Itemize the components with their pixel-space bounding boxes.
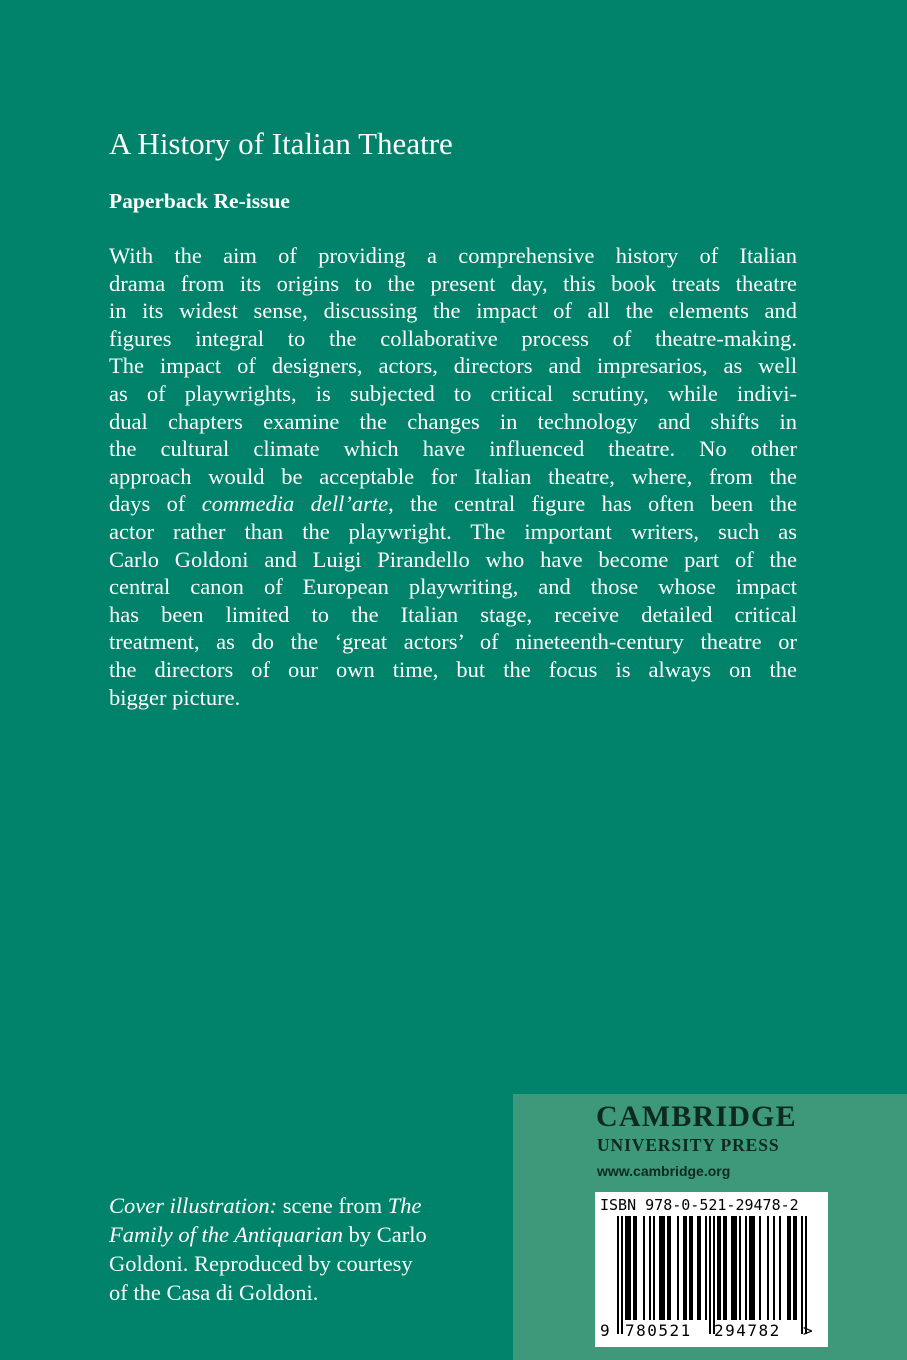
barcode-bar xyxy=(735,1216,737,1320)
publisher-panel xyxy=(513,1094,907,1360)
barcode-bar xyxy=(649,1216,651,1320)
credit-text: scene from xyxy=(277,1193,388,1218)
barcode-bar xyxy=(635,1216,637,1320)
barcode-bar xyxy=(699,1216,701,1320)
description-line: actor rather than the playwright. The important writers, such as xyxy=(109,518,797,544)
barcode-bar xyxy=(663,1216,665,1320)
description-line: central canon of European playwriting, and those whose impact xyxy=(109,574,797,600)
barcode-bar xyxy=(801,1216,803,1334)
barcode-end-mark: > xyxy=(803,1321,813,1340)
barcode-bar xyxy=(669,1216,671,1320)
description-line: as of playwrights, is subjected to critical scrutiny, while indivi- xyxy=(109,380,797,406)
description-line: the cultural climate which have influenced theatre. No other xyxy=(109,436,797,462)
publisher-url: www.cambridge.org xyxy=(597,1163,731,1179)
publisher-logo: CAMBRIDGE xyxy=(596,1100,797,1133)
cover-credit xyxy=(109,1191,427,1307)
barcode-bar xyxy=(697,1216,699,1320)
description-text: , the central figure has often been the xyxy=(388,491,797,517)
description-line: bigger picture. xyxy=(109,684,241,710)
barcode-bar xyxy=(739,1216,741,1320)
barcode-bar xyxy=(767,1216,769,1320)
barcode-bar xyxy=(733,1216,735,1320)
description-line: in its widest sense, discussing the impact of all the elements and xyxy=(109,298,797,324)
credit-line: of the Casa di Goldoni. xyxy=(109,1280,319,1305)
barcode-bar xyxy=(629,1216,631,1320)
barcode-bar xyxy=(731,1216,733,1320)
book-description xyxy=(109,242,797,711)
barcode-bar xyxy=(745,1216,747,1320)
barcode-bar xyxy=(617,1216,619,1334)
barcode-bar xyxy=(751,1216,753,1320)
barcode-bar xyxy=(683,1216,685,1320)
barcode-bar xyxy=(659,1216,661,1320)
barcode-digit-group: 294782 xyxy=(714,1321,781,1340)
barcode-bar xyxy=(709,1216,711,1334)
barcode-bar xyxy=(713,1216,715,1334)
description-line: figures integral to the collaborative process of theatre-making. xyxy=(109,325,797,351)
book-title: A History of Italian Theatre xyxy=(109,126,453,161)
credit-line: Goldoni. Reproduced by courtesy xyxy=(109,1251,413,1276)
credit-italic-text: The xyxy=(387,1193,422,1218)
barcode-bar xyxy=(759,1216,761,1320)
description-line: approach would be acceptable for Italian theatre, where, from the xyxy=(109,463,797,489)
barcode-bar xyxy=(691,1216,693,1320)
barcode-bar xyxy=(749,1216,751,1320)
barcode-bar xyxy=(643,1216,645,1320)
barcode-bar xyxy=(705,1216,707,1320)
barcode-bar xyxy=(627,1216,629,1320)
description-line xyxy=(109,490,797,518)
barcode-bar xyxy=(795,1216,797,1320)
barcode-bar xyxy=(773,1216,775,1320)
barcode-bar xyxy=(779,1216,781,1320)
description-line: has been limited to the Italian stage, receive detailed critical xyxy=(109,601,797,627)
description-italic-text: commedia dell’arte xyxy=(201,491,389,517)
barcode-bar xyxy=(719,1216,721,1320)
barcode-bar xyxy=(685,1216,687,1320)
credit-line xyxy=(109,1220,427,1249)
barcode-bar xyxy=(787,1216,789,1320)
description-line: the directors of our own time, but the focus is always on the xyxy=(109,656,797,682)
barcode-bar xyxy=(677,1216,679,1320)
publisher-subname: UNIVERSITY PRESS xyxy=(597,1135,780,1155)
barcode-bar xyxy=(653,1216,655,1320)
barcode-bar xyxy=(621,1216,623,1334)
barcode-bar xyxy=(633,1216,635,1320)
barcode-bar xyxy=(793,1216,795,1320)
barcode-bar xyxy=(805,1216,807,1334)
description-line: drama from its origins to the present day, this book treats theatre xyxy=(109,270,797,296)
description-line: With the aim of providing a comprehensive history of Italian xyxy=(109,243,797,268)
barcode-lead-digit: 9 xyxy=(600,1321,610,1340)
isbn-label: ISBN 978-0-521-29478-2 xyxy=(600,1196,799,1214)
description-line: Carlo Goldoni and Luigi Pirandello who have become part of the xyxy=(109,546,797,572)
barcode-bar xyxy=(625,1216,627,1320)
credit-italic-text: Family of the Antiquarian xyxy=(109,1222,343,1247)
credit-italic-text: Cover illustration: xyxy=(109,1193,278,1218)
description-text: days of xyxy=(109,491,202,517)
isbn-barcode xyxy=(595,1192,828,1347)
barcode-bar xyxy=(725,1216,727,1320)
description-line: The impact of designers, actors, directors and impresarios, as well xyxy=(109,353,797,379)
barcode-bar xyxy=(789,1216,791,1320)
barcode-digit-group: 780521 xyxy=(625,1321,692,1340)
barcode-bar xyxy=(661,1216,663,1320)
barcode-bar xyxy=(689,1216,691,1320)
barcode-bar xyxy=(723,1216,725,1320)
barcode-bar xyxy=(667,1216,669,1320)
barcode-bar xyxy=(753,1216,755,1320)
edition-label: Paperback Re-issue xyxy=(109,189,290,213)
description-line: treatment, as do the ‘great actors’ of nineteenth-century theatre or xyxy=(109,629,797,655)
description-line: dual chapters examine the changes in technology and shifts in xyxy=(109,408,797,434)
credit-line xyxy=(109,1191,427,1220)
credit-text: by Carlo xyxy=(342,1222,427,1247)
barcode-bar xyxy=(717,1216,719,1320)
